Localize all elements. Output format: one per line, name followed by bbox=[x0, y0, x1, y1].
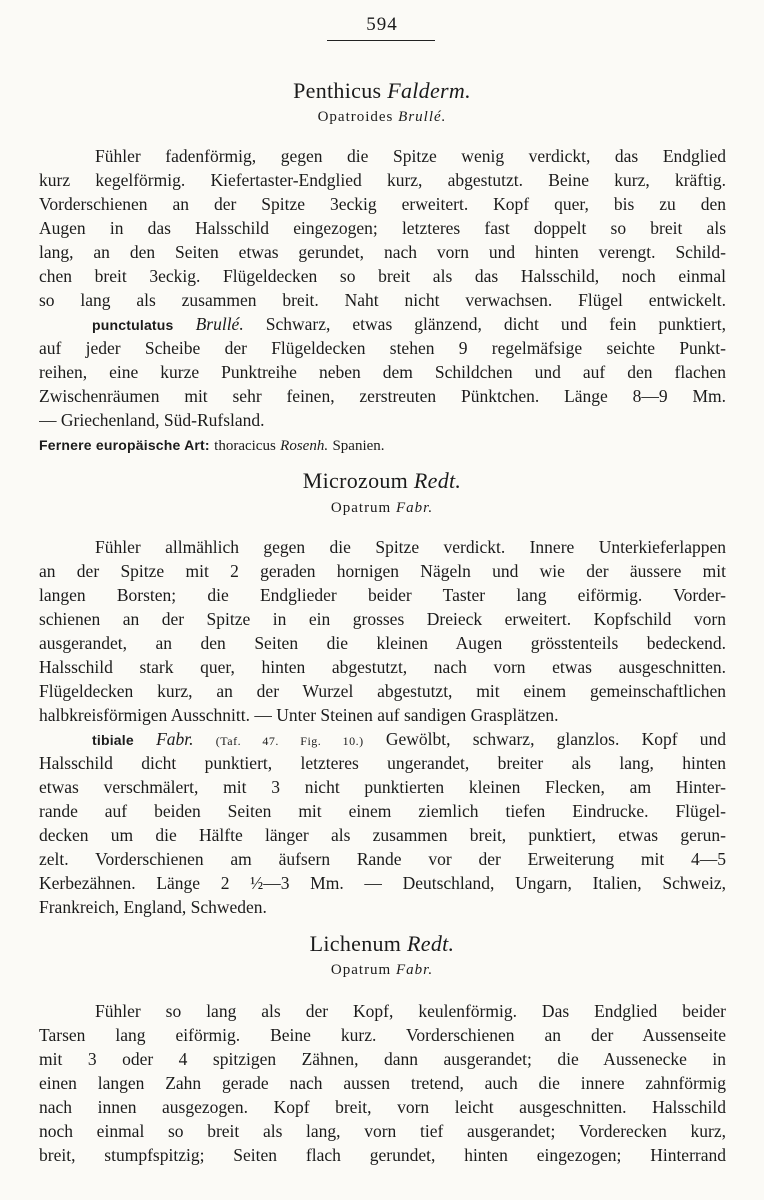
species-name: punctulatus bbox=[92, 317, 174, 333]
genus-heading bbox=[0, 931, 764, 957]
description-line: noch einmal so breit als lang, vorn tief ausgerandet; Vorderecken kurz, bbox=[39, 1121, 726, 1141]
synonym-name: Opatrum bbox=[330, 500, 392, 516]
plate-reference: (Taf. 47. Fig. 10.) bbox=[215, 734, 364, 748]
species-text: Gewölbt, schwarz, glanzlos. Kopf und bbox=[385, 729, 726, 749]
genus-heading bbox=[0, 78, 764, 104]
description-line: halbkreisförmigen Ausschnitt. — Unter Steinen auf sandigen Grasplätzen. bbox=[39, 705, 559, 725]
description-line: kurz kegelförmig. Kiefertaster-Endglied kurz, abgestutzt. Beine kurz, kräftig. bbox=[39, 170, 726, 190]
species-author: Fabr. bbox=[156, 729, 194, 749]
description-line: Tarsen lang eiförmig. Beine kurz. Vorderschienen an der Aussenseite bbox=[39, 1025, 726, 1045]
species-line: auf jeder Scheibe der Flügeldecken stehen 9 regelmäfsige seichte Punkt- bbox=[39, 338, 726, 358]
species-line: zelt. Vorderschienen am äufsern Rande vor der Erweiterung mit 4—5 bbox=[39, 849, 726, 869]
synonym-author: Fabr. bbox=[395, 962, 434, 978]
species-author: Brullé. bbox=[195, 314, 244, 334]
genus-name: Penthicus bbox=[293, 78, 382, 103]
genus-author: Falderm. bbox=[387, 78, 471, 103]
species-line: etwas verschmälert, mit 3 nicht punktierten kleinen Flecken, am Hinter- bbox=[39, 777, 726, 797]
description-line: an der Spitze mit 2 geraden hornigen Nägeln und wie der äussere mit bbox=[39, 561, 726, 581]
species-line: decken um die Hälfte länger als zusammen breit, punktiert, etwas gerun- bbox=[39, 825, 726, 845]
species-line: Frankreich, England, Schweden. bbox=[39, 897, 267, 917]
synonym-name: Opatroides bbox=[317, 109, 394, 125]
genus-heading bbox=[0, 468, 764, 494]
species-line: reihen, eine kurze Punktreihe neben dem Schildchen und auf den flachen bbox=[39, 362, 726, 382]
species-first-line bbox=[92, 312, 726, 336]
species-line: — Griechenland, Süd-Rufsland. bbox=[39, 410, 265, 430]
description-line: Fühler fadenförmig, gegen die Spitze wenig verdickt, das Endglied bbox=[95, 146, 726, 166]
further-label: Fernere europäische Art: bbox=[39, 437, 210, 453]
species-line: Kerbezähnen. Länge 2 ½—3 Mm. — Deutschland, Ungarn, Italien, Schweiz, bbox=[39, 873, 726, 893]
further-species-line bbox=[39, 432, 726, 456]
genus-name: Microzoum bbox=[302, 468, 409, 493]
description-line: so lang als zusammen breit. Naht nicht verwachsen. Flügel entwickelt. bbox=[39, 290, 726, 310]
further-locality: Spanien. bbox=[332, 438, 385, 454]
description-line: mit 3 oder 4 spitzigen Zähnen, dann ausgerandet; die Aussenecke in bbox=[39, 1049, 726, 1069]
genus-author: Redt. bbox=[413, 468, 462, 493]
species-text: Schwarz, etwas glänzend, dicht und fein punktiert, bbox=[265, 314, 726, 334]
genus-name: Lichenum bbox=[309, 931, 402, 956]
synonym-author: Fabr. bbox=[395, 500, 434, 516]
further-species: thoracicus bbox=[214, 438, 276, 454]
synonym-line bbox=[0, 962, 764, 979]
description-line: chen breit 3eckig. Flügeldecken so breit als das Halsschild, noch einmal bbox=[39, 266, 726, 286]
description-line: lang, an den Seiten etwas gerundet, nach vorn und hinten verengt. Schild- bbox=[39, 242, 726, 262]
description-line: einen langen Zahn gerade nach aussen tretend, auch die innere zahnförmig bbox=[39, 1073, 726, 1093]
description-line: breit, stumpfspitzig; Seiten flach gerundet, hinten eingezogen; Hinterrand bbox=[39, 1145, 726, 1165]
synonym-name: Opatrum bbox=[330, 962, 392, 978]
synonym-line bbox=[0, 500, 764, 517]
species-line: Halsschild dicht punktiert, letzteres ungerandet, breiter als lang, hinten bbox=[39, 753, 726, 773]
description-line: Fühler allmählich gegen die Spitze verdickt. Innere Unterkieferlappen bbox=[95, 537, 726, 557]
page-number-rule bbox=[327, 40, 435, 41]
synonym-line bbox=[0, 109, 764, 126]
page-number: 594 bbox=[366, 14, 398, 35]
description-line: ausgerandet, an den Seiten die kleinen Augen grösstenteils bedeckend. bbox=[39, 633, 726, 653]
description-line: Flügeldecken kurz, an der Wurzel abgestutzt, mit einem gemeinschaftlichen bbox=[39, 681, 726, 701]
description-line: Augen in das Halsschild eingezogen; letzteres fast doppelt so breit als bbox=[39, 218, 726, 238]
species-line: Zwischenräumen mit sehr feinen, zerstreuten Pünktchen. Länge 8—9 Mm. bbox=[39, 386, 726, 406]
description-line: Halsschild stark quer, hinten abgestutzt, nach vorn etwas ausgeschnitten. bbox=[39, 657, 726, 677]
description-line: schienen an der Spitze in ein grosses Dreieck erweitert. Kopfschild vorn bbox=[39, 609, 726, 629]
description-line: langen Borsten; die Endglieder beider Taster lang eiförmig. Vorder- bbox=[39, 585, 726, 605]
description-line: Vorderschienen an der Spitze 3eckig erweitert. Kopf quer, bis zu den bbox=[39, 194, 726, 214]
species-first-line bbox=[92, 727, 726, 751]
species-line: rande auf beiden Seiten mit einem ziemlich tiefen Eindrucke. Flügel- bbox=[39, 801, 726, 821]
further-author: Rosenh. bbox=[280, 438, 329, 454]
description-line: Fühler so lang als der Kopf, keulenförmig. Das Endglied beider bbox=[95, 1001, 726, 1021]
description-line: nach innen ausgezogen. Kopf breit, vorn leicht ausgeschnitten. Halsschild bbox=[39, 1097, 726, 1117]
species-name: tibiale bbox=[92, 732, 134, 748]
synonym-author: Brullé. bbox=[398, 109, 447, 125]
genus-author: Redt. bbox=[407, 931, 455, 956]
